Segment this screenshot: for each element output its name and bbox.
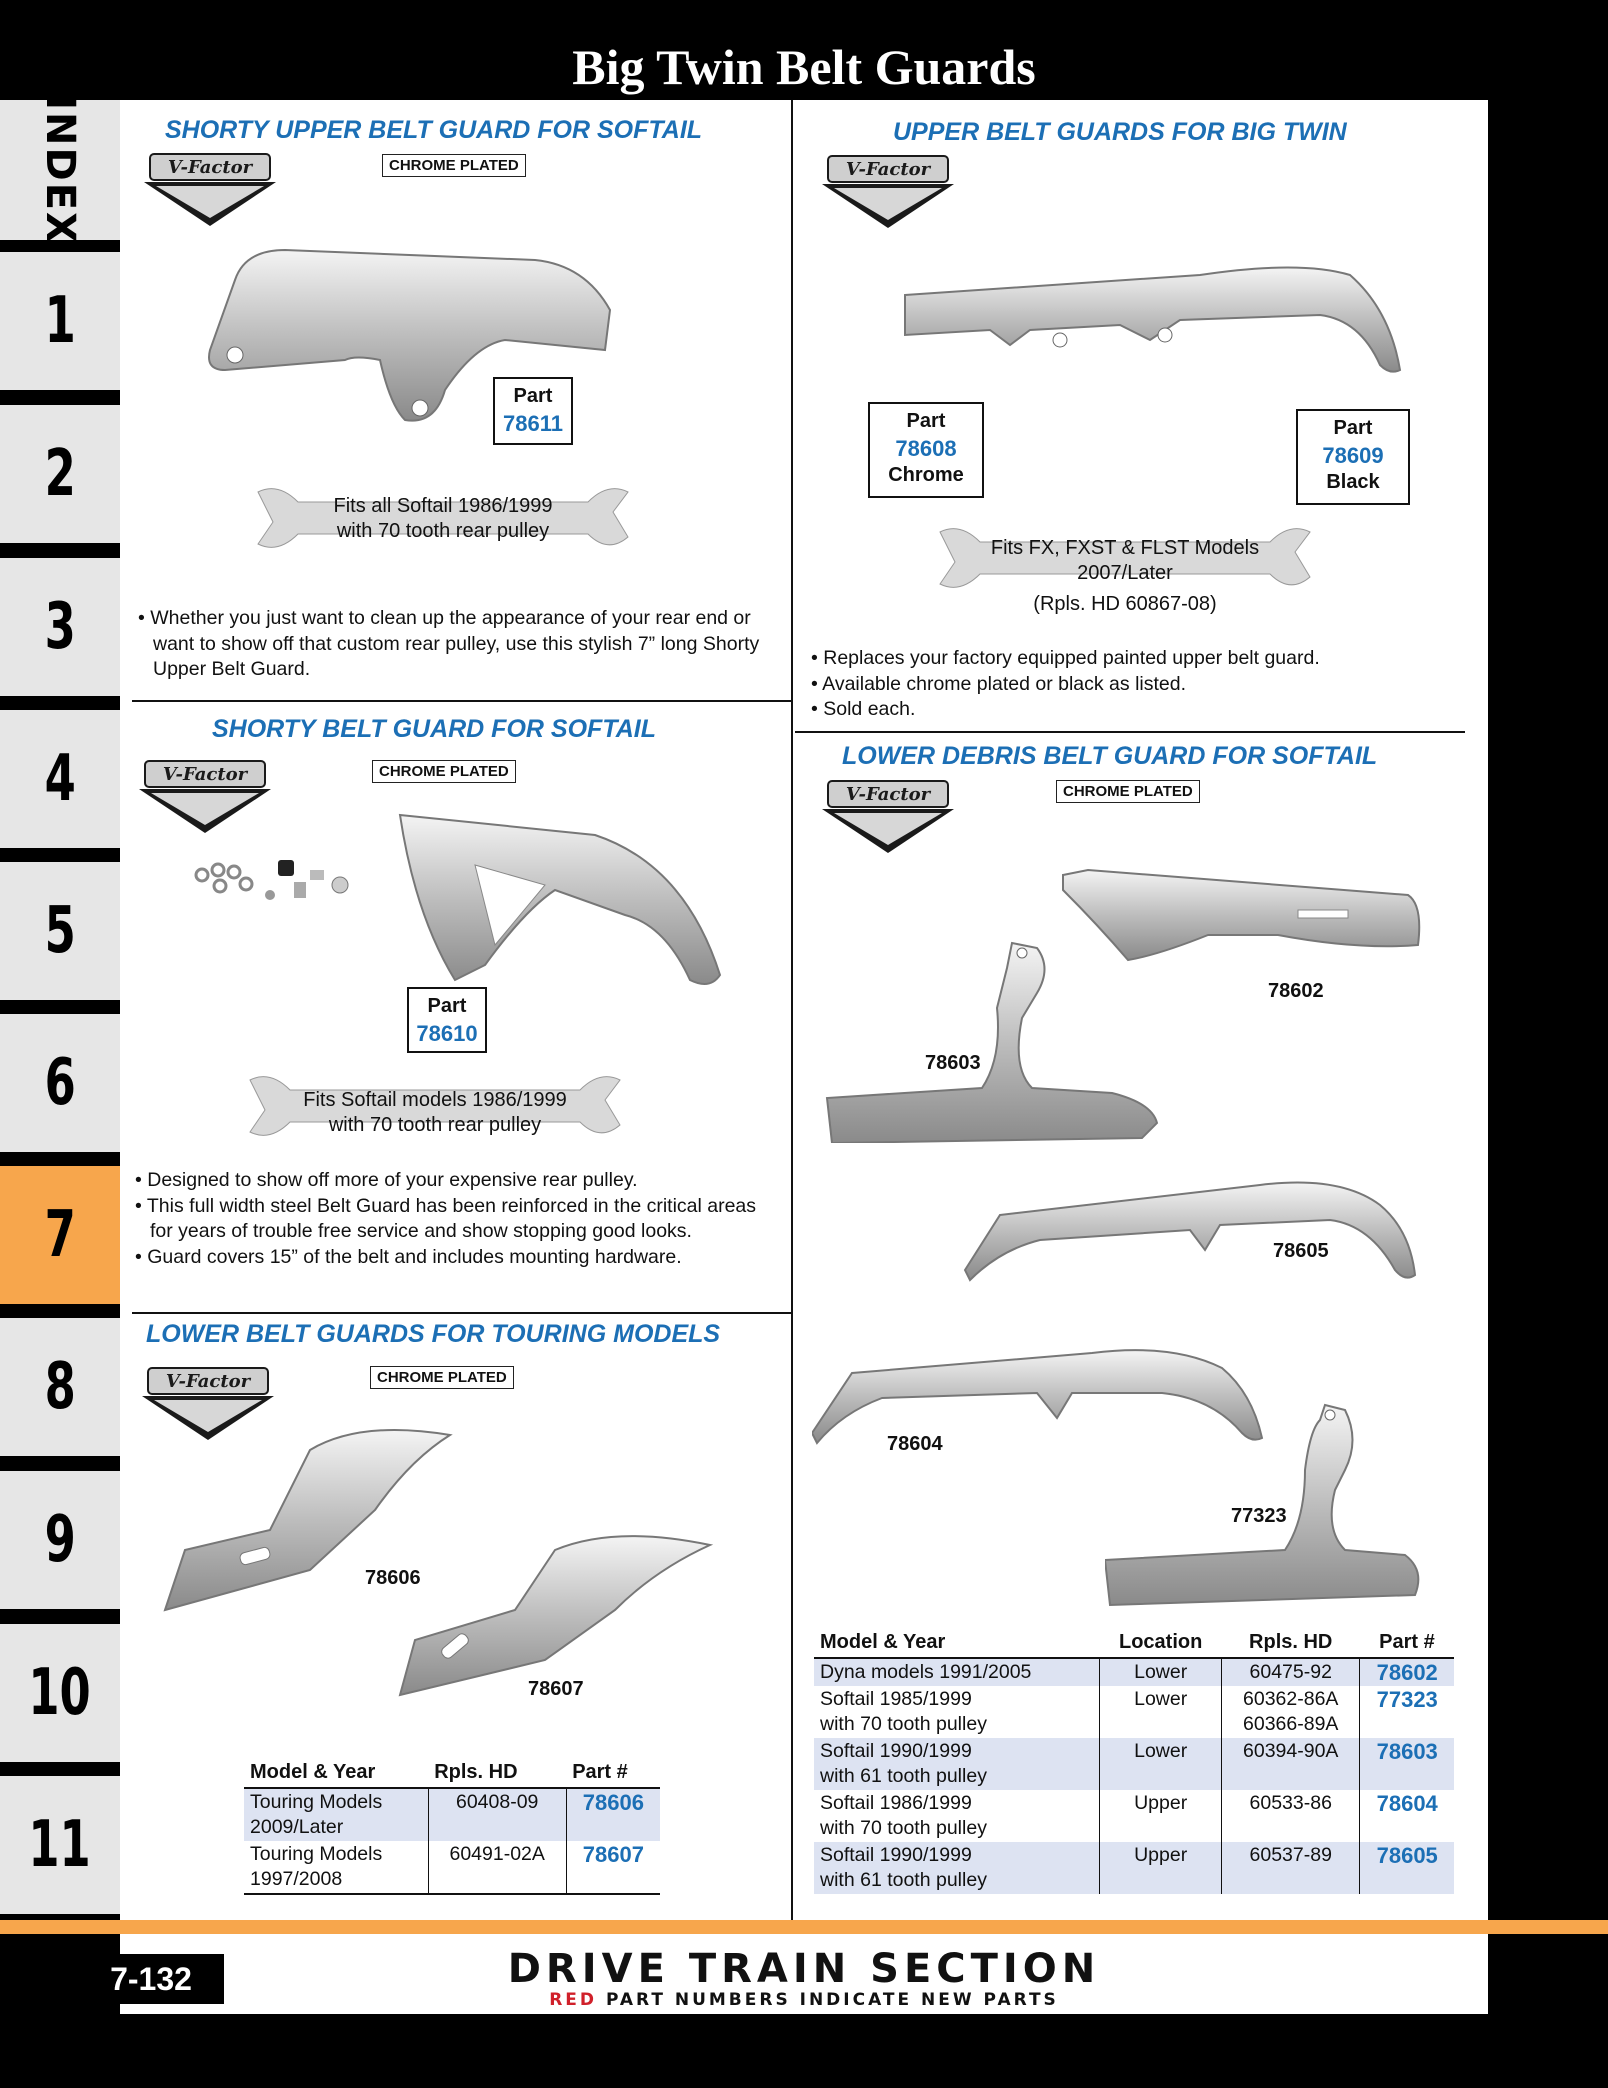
bullet: • Sold each. <box>811 698 916 720</box>
col-header: Model & Year <box>244 1758 428 1788</box>
tab-label: 5 <box>44 894 76 968</box>
fits-wrench-78608 <box>920 522 1330 594</box>
rpls-hd: 60394-90A <box>1222 1738 1360 1790</box>
part-box-78610 <box>407 987 487 1053</box>
col-header: Rpls. HD <box>428 1758 566 1788</box>
location: Lower <box>1100 1658 1222 1686</box>
label-78607: 78607 <box>528 1678 584 1700</box>
section-title-shorty-upper: SHORTY UPPER BELT GUARD FOR SOFTAIL <box>165 116 703 144</box>
chrome-plated-badge: CHROME PLATED <box>370 1366 514 1389</box>
label-78605: 78605 <box>1273 1240 1329 1262</box>
bullet: • Whether you just want to clean up the appearance of your rear end or want to show off that custom rear pulley, use this stylish 7” long Shorty Upper Belt Guard. <box>138 607 760 680</box>
lower-debris-spec-table <box>814 1628 1454 1894</box>
section-divider <box>795 731 1465 733</box>
upper-big-twin-guard-image <box>900 240 1405 380</box>
fits-wrench-78610 <box>230 1070 640 1142</box>
chrome-plated-badge: CHROME PLATED <box>382 154 526 177</box>
model: Softail 1990/1999 <box>820 1844 972 1866</box>
part-box-78609 <box>1296 409 1410 505</box>
part-label: Part <box>906 410 946 432</box>
location: Upper <box>1100 1790 1222 1842</box>
page-number: 7-132 <box>78 1954 224 2004</box>
tab-label: 9 <box>44 1503 76 1577</box>
part-number: 78609 <box>1322 443 1384 468</box>
tab-label: 11 <box>28 1808 92 1882</box>
chrome-plated-badge: CHROME PLATED <box>372 760 516 783</box>
tab-label: 10 <box>28 1656 92 1730</box>
v-factor-logo <box>135 755 275 835</box>
section-title-touring: LOWER BELT GUARDS FOR TOURING MODELS <box>146 1320 721 1348</box>
table-row <box>814 1658 1454 1686</box>
tab-label: 1 <box>44 284 76 358</box>
tab-3[interactable] <box>0 558 120 696</box>
tab-label: 6 <box>44 1046 76 1120</box>
table-row <box>814 1738 1454 1790</box>
tab-label: 4 <box>44 742 76 816</box>
part-number[interactable]: 78603 <box>1360 1738 1454 1790</box>
label-78602: 78602 <box>1268 980 1324 1002</box>
section-divider <box>132 1312 792 1314</box>
chrome-plated-badge: CHROME PLATED <box>1056 780 1200 803</box>
svg-text:V-Factor: V-Factor <box>165 1371 251 1392</box>
table-row <box>244 1788 660 1841</box>
table-header-row <box>244 1758 660 1788</box>
location: Lower <box>1100 1686 1222 1738</box>
part-number: 78610 <box>416 1021 478 1046</box>
tab-label: 7 <box>44 1198 76 1272</box>
bullet: • Replaces your factory equipped painted upper belt guard. <box>811 647 1320 669</box>
fits-wrench-78611 <box>238 482 648 554</box>
col-header: Part # <box>566 1758 660 1788</box>
svg-text:V-Factor: V-Factor <box>162 764 248 785</box>
section-name: DRIVE TRAIN SECTION <box>507 1946 1101 1992</box>
new-parts-note <box>0 1990 1608 2010</box>
year: 1997/2008 <box>250 1868 343 1890</box>
svg-text:V-Factor: V-Factor <box>167 157 253 178</box>
fits-line-1: Fits Softail models 1986/1999 <box>303 1089 567 1111</box>
label-78604: 78604 <box>887 1433 943 1455</box>
label-78603: 78603 <box>925 1052 981 1074</box>
rpls-hd: 60491-02A <box>428 1841 566 1894</box>
part-number[interactable]: 78602 <box>1360 1658 1454 1686</box>
col-header: Model & Year <box>814 1628 1100 1658</box>
part-number[interactable]: 77323 <box>1360 1686 1454 1738</box>
column-divider <box>791 100 793 1920</box>
bullet: • Designed to show off more of your expensive rear pulley. <box>135 1169 638 1191</box>
part-number: 78611 <box>503 411 563 436</box>
table-row <box>244 1841 660 1894</box>
bullets-78610 <box>132 1168 782 1270</box>
model: Touring Models <box>250 1791 383 1813</box>
tab-label: 2 <box>44 437 76 511</box>
part-label: Part <box>513 385 553 407</box>
part-number[interactable]: 78605 <box>1360 1842 1454 1894</box>
fits-line-2: 2007/Later <box>1077 562 1173 584</box>
touring-guard-78607-image <box>395 1520 715 1700</box>
fits-line-1: Fits all Softail 1986/1999 <box>333 495 553 517</box>
section-title-upper-big-twin: UPPER BELT GUARDS FOR BIG TWIN <box>893 118 1347 146</box>
v-factor-logo <box>140 148 280 228</box>
part-label: Part <box>1333 417 1373 439</box>
part-number[interactable]: 78607 <box>566 1841 660 1894</box>
location: Upper <box>1100 1842 1222 1894</box>
lower-guard-78603-image <box>822 938 1162 1143</box>
mounting-hardware-image <box>190 850 360 910</box>
table-header-row <box>814 1628 1454 1658</box>
rpls-hd: 60408-09 <box>428 1788 566 1841</box>
v-factor-logo <box>818 775 958 855</box>
rpls-hd: 60533-86 <box>1222 1790 1360 1842</box>
tab-label: 3 <box>44 590 76 664</box>
tab-4[interactable] <box>0 710 120 848</box>
note-red-word: RED <box>549 1990 598 2010</box>
rpls-hd: 60362-86A <box>1243 1688 1339 1710</box>
part-box-78611 <box>493 377 573 445</box>
touring-spec-table <box>244 1758 660 1895</box>
model: Softail 1990/1999 <box>820 1740 972 1762</box>
model-detail: with 61 tooth pulley <box>820 1869 987 1891</box>
section-title-shorty: SHORTY BELT GUARD FOR SOFTAIL <box>212 715 656 743</box>
tab-8[interactable] <box>0 1318 120 1456</box>
model-detail: with 70 tooth pulley <box>820 1713 987 1735</box>
tab-9[interactable] <box>0 1471 120 1609</box>
col-header: Location <box>1100 1628 1222 1658</box>
model: Softail 1986/1999 <box>820 1792 972 1814</box>
part-number[interactable]: 78604 <box>1360 1790 1454 1842</box>
rpls-hd: 60475-92 <box>1222 1658 1360 1686</box>
table-row <box>814 1686 1454 1738</box>
bullet: • This full width steel Belt Guard has been reinforced in the critical areas for years of trouble free service and show stopping good looks. <box>135 1194 757 1242</box>
section-divider <box>132 700 792 702</box>
model: Softail 1985/1999 <box>820 1688 972 1710</box>
bullets-78608 <box>808 646 1468 723</box>
rpls-note: (Rpls. HD 60867-08) <box>1033 593 1217 615</box>
finish-label: Chrome <box>888 464 964 486</box>
rpls-hd: 60537-89 <box>1222 1842 1360 1894</box>
part-label: Part <box>427 995 467 1017</box>
model: Touring Models <box>250 1843 383 1865</box>
col-header: Part # <box>1360 1628 1454 1658</box>
tab-7[interactable] <box>0 1166 120 1304</box>
tab-11[interactable] <box>0 1776 120 1914</box>
location: Lower <box>1100 1738 1222 1790</box>
tab-5[interactable] <box>0 862 120 1000</box>
shorty-guard-image <box>395 805 725 1005</box>
tab-2[interactable] <box>0 405 120 543</box>
tab-1[interactable] <box>0 252 120 390</box>
model-detail: with 70 tooth pulley <box>820 1817 987 1839</box>
tab-10[interactable] <box>0 1624 120 1762</box>
note-text: PART NUMBERS INDICATE NEW PARTS <box>597 1990 1059 2010</box>
svg-text:V-Factor: V-Factor <box>845 159 931 180</box>
label-77323: 77323 <box>1231 1505 1287 1527</box>
fits-line-2: with 70 tooth rear pulley <box>328 1114 542 1136</box>
tab-label: INDEX <box>37 95 84 245</box>
rpls-hd: 60366-89A <box>1243 1713 1339 1735</box>
footer-accent-bar <box>0 1920 1608 1934</box>
v-factor-logo <box>818 150 958 230</box>
model: Dyna models 1991/2005 <box>814 1658 1100 1686</box>
part-box-78608 <box>868 402 984 498</box>
page-title: Big Twin Belt Guards <box>572 39 1036 95</box>
tab-label: 8 <box>44 1350 76 1424</box>
upper-guard-78605-image <box>960 1170 1420 1285</box>
part-number: 78608 <box>895 436 957 461</box>
tab-6[interactable] <box>0 1014 120 1152</box>
finish-label: Black <box>1326 471 1380 493</box>
fits-line-2: with 70 tooth rear pulley <box>336 520 550 542</box>
fits-line-1: Fits FX, FXST & FLST Models <box>990 537 1260 559</box>
svg-text:V-Factor: V-Factor <box>845 784 931 805</box>
section-title-lower-debris: LOWER DEBRIS BELT GUARD FOR SOFTAIL <box>842 742 1378 770</box>
year: 2009/Later <box>250 1816 344 1838</box>
model-detail: with 61 tooth pulley <box>820 1765 987 1787</box>
bullets-78611 <box>135 606 775 683</box>
table-row <box>814 1790 1454 1842</box>
label-78606: 78606 <box>365 1567 421 1589</box>
col-header: Rpls. HD <box>1222 1628 1360 1658</box>
bullet: • Guard covers 15” of the belt and includes mounting hardware. <box>135 1245 682 1268</box>
tab-index[interactable] <box>0 95 120 245</box>
bullet: • Available chrome plated or black as listed. <box>811 672 1187 695</box>
table-row <box>814 1842 1454 1894</box>
part-number[interactable]: 78606 <box>566 1788 660 1841</box>
